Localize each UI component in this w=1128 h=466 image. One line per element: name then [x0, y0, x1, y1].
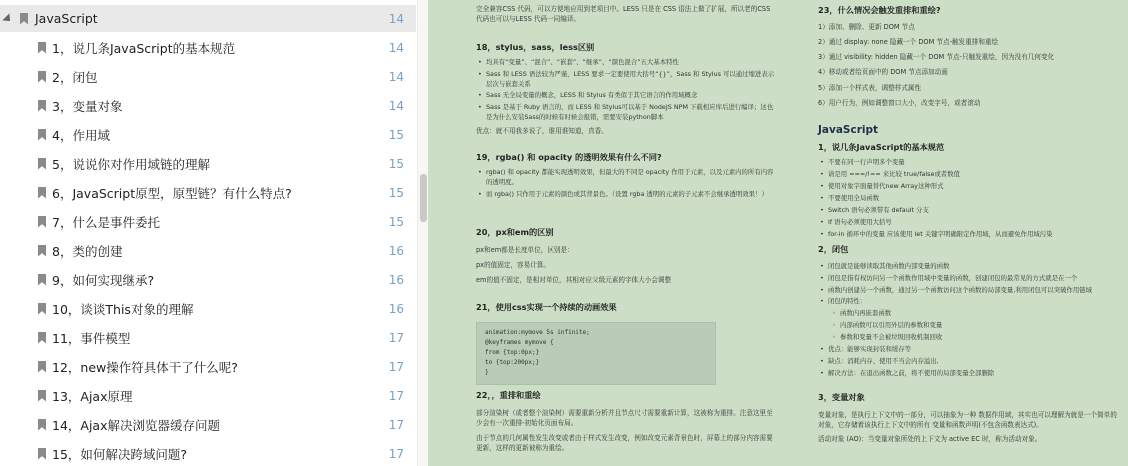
bookmark-icon	[38, 42, 46, 54]
list-item: • Sass 是基于 Ruby 语言的，而 LESS 和 Stylus可以基于 NodeJS NPM 下载相应库后进行编译；这也是为什么安装Sass的时候有时候会报错，需要安装python脚本	[476, 103, 776, 123]
sub-list-item: ◦ 内部函数可以引用外层的参数和变量	[818, 321, 1118, 331]
outline-item-page-number: 15	[388, 214, 404, 229]
outline-item-page-number: 17	[388, 388, 404, 403]
outline-item[interactable]	[0, 121, 416, 148]
code-line: animation:mymove 5s infinite;	[485, 328, 590, 336]
section-19-title: 19，rgba() 和 opacity 的透明效果有什么不同?	[476, 152, 662, 162]
outline-item[interactable]	[0, 63, 416, 90]
section-23-title: 23，什么情况会触发重排和重绘?	[818, 5, 941, 15]
section-23-line: 2）通过 display: none 隐藏一个 DOM 节点-触发重排和重绘	[818, 37, 999, 46]
outline-item-page-number: 17	[388, 359, 404, 374]
outline-item-page-number: 17	[388, 446, 404, 461]
sub-list-item: ◦ 函数内再嵌套函数	[818, 309, 1118, 319]
collapse-caret-icon[interactable]	[2, 13, 13, 24]
list-item: • 优点：能够实现封装和缓存等	[818, 345, 1118, 355]
outline-item-label: 6，JavaScript原型，原型链？有什么特点?	[52, 185, 292, 201]
bookmark-icon	[38, 245, 46, 257]
outline-item[interactable]	[0, 92, 416, 119]
sub-list-item: ◦ 参数和变量不会被垃圾回收机制回收	[818, 333, 1118, 343]
outline-item-page-number: 15	[388, 156, 404, 171]
outline-item-page-number: 14	[388, 98, 404, 113]
list-item: • rgba() 和 opacity 都能实现透明效果，但最大的不同是 opacity 作用于元素，以及元素内的所有内容的透明度。	[476, 168, 776, 188]
outline-item-page-number: 14	[388, 11, 404, 26]
section-23-line: 1）添加、删除、更新 DOM 节点	[818, 22, 915, 31]
js-s3-paragraph: 活动对象 (AO)：当变量对象所处的上下文为 active EC 时，称为活动对象。	[818, 435, 1042, 444]
js-closure-section	[818, 243, 1118, 381]
section-18-title: 18，stylus，sass，less区别	[476, 42, 595, 52]
outline-item-page-number: 16	[388, 243, 404, 258]
outline-item[interactable]	[0, 295, 416, 322]
outline-panel	[0, 0, 428, 466]
section-23-line: 3）通过 visibility: hidden 隐藏一个 DOM 节点-只触发重绘，因为没有几何变化	[818, 53, 1055, 62]
bookmark-icon	[38, 303, 46, 315]
section-22-paragraph: 部分渲染树（或者整个渲染树）需要重新分析并且节点尺寸需要重新计算，这被称为重排。注意这里至少会有一次重排-初始化页面布局。	[476, 408, 773, 427]
outline-item-label: 9，如何实现继承?	[52, 272, 155, 288]
js-s1-title: 1，说几条JavaScript的基本规范	[818, 142, 945, 153]
document-page	[428, 0, 1128, 466]
list-item: • Sass 和 LESS 语法较为严谨，LESS 要求一定要使用大括号“{}”，Sass 和 Stylus 可以通过缩进表示层次与嵌套关系	[476, 70, 776, 90]
outline-item[interactable]	[0, 150, 416, 177]
js-s3-title: 3，变量对象	[818, 392, 865, 402]
outline-item[interactable]	[0, 266, 416, 293]
section-20-line: px的值固定，容易计算。	[476, 260, 551, 269]
outline-item-label: 14，Ajax解决浏览器缓存问题	[52, 417, 220, 433]
outline-item-label: 4，作用域	[52, 127, 110, 143]
section-22	[476, 389, 776, 454]
list-item: • for-in 循环中的变量 应该使用 let 关键字明确限定作用域，从而避免作用域污染	[818, 230, 1118, 240]
section-19-list	[476, 168, 776, 200]
js-chapter	[818, 122, 1118, 241]
section-22-paragraph: 由于节点的几何属性发生改变或者由于样式发生改变，例如改变元素背景色时，屏幕上的部分内容需要更新，这样的更新被称为重绘。	[476, 434, 773, 453]
list-item: • 闭包就是能够读取其他函数内部变量的函数	[818, 262, 1118, 272]
outline-item-label: 8，类的创建	[52, 243, 123, 259]
list-item: • 请是用 ===/!== 来比较 true/false或者数值	[818, 170, 1118, 180]
list-item: • 闭包的特性：	[818, 297, 1118, 307]
outline-item-page-number: 14	[388, 69, 404, 84]
section-23-line: 4）移动或者给页面中的 DOM 节点添加动画	[818, 68, 948, 77]
outline-item-label: 11，事件模型	[52, 330, 131, 346]
bookmark-icon	[38, 390, 46, 402]
bookmark-icon	[38, 448, 46, 460]
list-item: • 均具有“变量”、“混合”、“嵌套”、“继承”、“颜色混合”五大基本特性	[476, 58, 776, 68]
bookmark-icon	[20, 13, 28, 25]
list-item: • 不要使用全局函数	[818, 194, 1118, 204]
section-22-title: 22，，重排和重绘	[476, 390, 541, 400]
code-line: from {top:0px;}	[485, 349, 540, 357]
js-s1-list	[818, 158, 1118, 239]
outline-item-label: 3，变量对象	[52, 98, 123, 114]
outline-item-label: 7，什么是事件委托	[52, 214, 160, 230]
section-23-line: 6）用户行为，例如调整窗口大小，改变字号，或者滚动	[818, 98, 981, 107]
outline-item[interactable]	[0, 353, 416, 380]
outline-item[interactable]	[0, 440, 416, 466]
outline-item[interactable]	[0, 411, 416, 438]
js-s3-paragraph: 变量对象，是执行上下文中的一部分，可以抽象为一种 数据作用域，其实也可以理解为就是一个简单的对象，它存储着该执行上下文中的所有 变量和函数声明(不包含函数表达式)。	[818, 410, 1117, 429]
outline-item-page-number: 16	[388, 301, 404, 316]
outline-item[interactable]	[0, 324, 416, 351]
list-item: • 解决方法：在退出函数之前，将不使用的局部变量全部删除	[818, 369, 1118, 379]
outline-item-page-number: 15	[388, 185, 404, 200]
section-20-title: 20，px和em的区别	[476, 227, 554, 237]
outline-item-page-number: 17	[388, 417, 404, 432]
section-20	[476, 226, 776, 285]
list-item: • If 语句必须使用大括号	[818, 218, 1118, 228]
outline-item-label: 5，说说你对作用域链的理解	[52, 156, 210, 172]
less-intro-paragraph: 完全兼容CSS 代码，可以方便地应用到老项目中。LESS 只是在 CSS 语法上做了扩展，所以老的CSS代码也可以与LESS 代码一同编译。	[476, 5, 771, 24]
section-18-list	[476, 58, 776, 124]
section-23	[818, 4, 1118, 108]
list-item: • 缺点：消耗内存、使用不当会内存溢出,	[818, 357, 1118, 367]
outline-item-javascript[interactable]	[0, 5, 416, 32]
outline-item[interactable]	[0, 208, 416, 235]
bookmark-icon	[38, 361, 46, 373]
chapter-title: JavaScript	[818, 124, 879, 136]
bookmark-icon	[38, 274, 46, 286]
list-item: • 闭包是指有权访问另一个函数作用域中变量的函数，创建闭包的最常见的方式就是在一个	[818, 274, 1118, 284]
list-item: • Sass 无全局变量的概念，LESS 和 Stylus 有类似于其它语言的作用域概念	[476, 91, 776, 101]
js-s2-title: 2，闭包	[818, 244, 849, 254]
outline-item-page-number: 16	[388, 272, 404, 287]
js-s2-list	[818, 262, 1118, 379]
list-item: • 不要在同一行声明多个变量	[818, 158, 1118, 168]
code-line: }	[485, 369, 489, 377]
code-line: @keyframes mymove {	[485, 338, 554, 346]
list-item: • Switch 语句必须带有 default 分支	[818, 206, 1118, 216]
outline-item-label: 2，闭包	[52, 69, 98, 85]
outline-item[interactable]	[0, 179, 416, 206]
list-item: • 使用对象字面量替代new Array这种形式	[818, 182, 1118, 192]
section-20-line: px和em都是长度单位，区别是：	[476, 245, 574, 254]
list-item: • 而 rgba() 只作用于元素的颜色或其背景色。（设置 rgba 透明的元素的子元素不会继承透明效果！）	[476, 190, 776, 200]
bookmark-icon	[38, 100, 46, 112]
outline-item[interactable]	[0, 237, 416, 264]
outline-item[interactable]	[0, 34, 416, 61]
outline-item-label: 13，Ajax原理	[52, 388, 133, 404]
outline-item-label: 15，如何解决跨域问题?	[52, 446, 188, 462]
bookmark-icon	[38, 71, 46, 83]
code-block	[476, 322, 716, 385]
bookmark-icon	[38, 187, 46, 199]
section-18-note: 优点：就不用我多说了，谁用谁知道，真香。	[476, 127, 608, 136]
outline-item-page-number: 15	[388, 127, 404, 142]
bookmark-icon	[38, 129, 46, 141]
bookmark-icon	[38, 419, 46, 431]
outline-item-label: 12，new操作符具体干了什么呢?	[52, 359, 238, 375]
list-item: • 函数内创建另一个函数，通过另一个函数访问这个函数的局部变量,利用闭包可以突破作用链域	[818, 286, 1118, 296]
outline-item-page-number: 14	[388, 40, 404, 55]
js-variable-object-section	[818, 391, 1118, 444]
outline-item-page-number: 17	[388, 330, 404, 345]
bookmark-icon	[38, 216, 46, 228]
outline-item-label: JavaScript	[35, 11, 98, 26]
bookmark-icon	[38, 332, 46, 344]
outline-scrollbar[interactable]	[417, 0, 428, 466]
outline-scrollbar-thumb[interactable]	[420, 174, 427, 222]
section-21-title: 21，使用css实现一个持续的动画效果	[476, 302, 617, 312]
code-line: to {top:200px;}	[485, 359, 540, 367]
outline-item-label: 10，谈谈This对象的理解	[52, 301, 194, 317]
section-23-line: 5）添加一个样式表，调整样式属性	[818, 83, 922, 92]
outline-item-label: 1，说几条JavaScript的基本规范	[52, 40, 236, 56]
bookmark-icon	[38, 158, 46, 170]
section-20-line: em的值不固定，是相对单位，其相对应父级元素的字体大小会调整	[476, 276, 672, 285]
section-21	[476, 301, 776, 385]
section-18	[476, 41, 776, 136]
outline-item[interactable]	[0, 382, 416, 409]
section-19	[476, 151, 776, 201]
